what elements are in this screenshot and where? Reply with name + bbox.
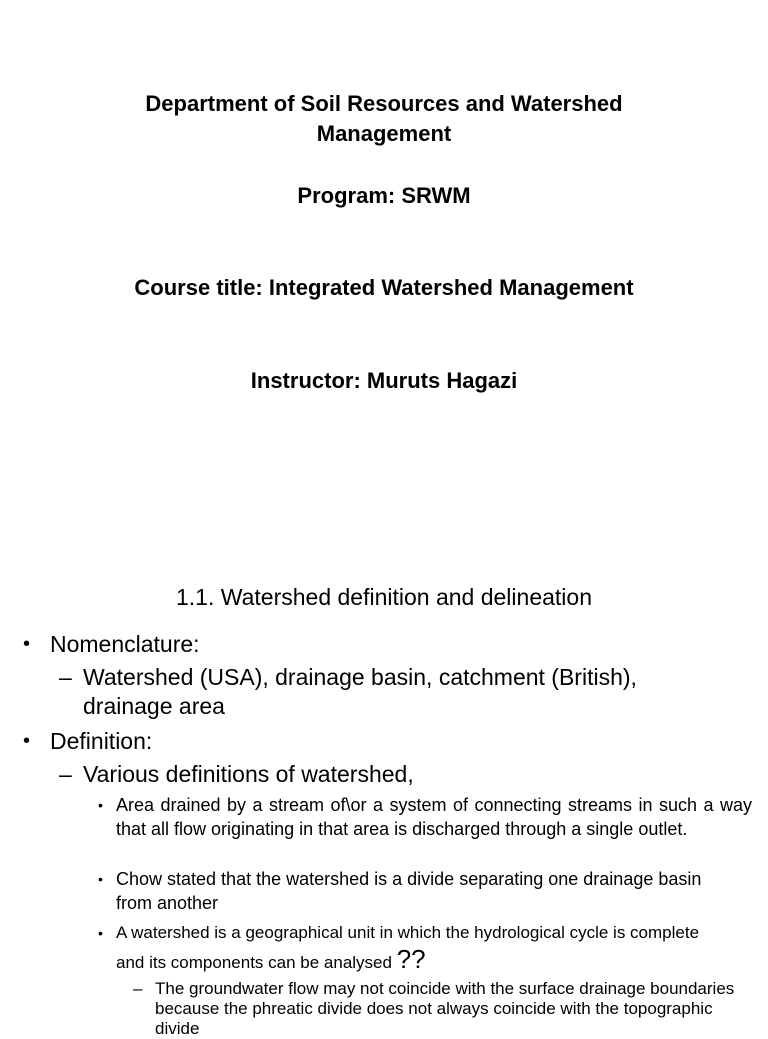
definition-item-2 bbox=[98, 867, 716, 915]
definition-item-text: Area drained by a stream of\or a system of connecting streams in such a way that all flow originating in that area is discharged through a single outlet. bbox=[116, 795, 752, 839]
instructor-title: Instructor: Muruts Hagazi bbox=[250, 368, 518, 393]
bullet-marker: • bbox=[98, 925, 103, 941]
bullet-marker: • bbox=[98, 797, 103, 813]
bullet-marker: • bbox=[23, 730, 31, 752]
bullet-marker: • bbox=[23, 633, 31, 655]
bullet-text: Definition: bbox=[50, 728, 153, 754]
groundwater-note-text: The groundwater flow may not coincide with the surface drainage boundaries because the phreatic divide does not always coincide with the topographic divide bbox=[155, 979, 735, 1038]
course-title: Course title: Integrated Watershed Management bbox=[134, 275, 634, 300]
sub-bullet-definition bbox=[59, 760, 414, 789]
dash-marker: – bbox=[133, 979, 143, 998]
definition-item-3 bbox=[98, 918, 716, 978]
bullet-text: Nomenclature: bbox=[50, 631, 200, 657]
bullet-marker: • bbox=[98, 871, 103, 887]
dash-marker: – bbox=[59, 761, 72, 787]
department-title: Department of Soil Resources and Watershed Management bbox=[145, 91, 623, 146]
definition-item-text: Chow stated that the watershed is a divide separating one drainage basin from another bbox=[116, 869, 702, 913]
groundwater-note bbox=[133, 979, 750, 1039]
sub-bullet-text: Various definitions of watershed, bbox=[83, 761, 414, 787]
definition-item-text: A watershed is a geographical unit in which the hydrological cycle is complete and its components can be analysed bbox=[116, 923, 700, 972]
sub-bullet-text: Watershed (USA), drainage basin, catchment (British), drainage area bbox=[83, 664, 637, 719]
question-marks: ?? bbox=[396, 944, 426, 974]
sub-bullet-nomenclature bbox=[59, 663, 723, 721]
dash-marker: – bbox=[59, 664, 72, 690]
bullet-nomenclature bbox=[23, 629, 200, 659]
bullet-definition bbox=[23, 726, 153, 756]
definition-item-1 bbox=[98, 793, 752, 841]
section-heading: 1.1. Watershed definition and delineation bbox=[176, 584, 592, 610]
program-title: Program: SRWM bbox=[297, 183, 471, 208]
